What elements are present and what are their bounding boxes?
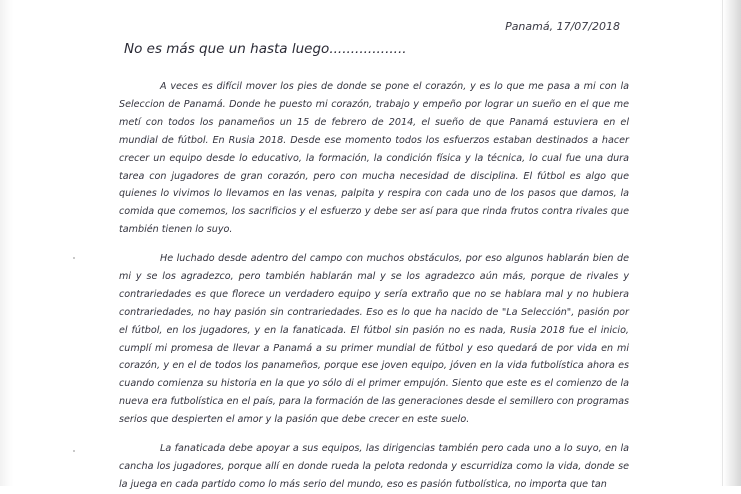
paragraph-1: A veces es difícil mover los pies de donde se pone el corazón, y es lo que me pasa a mi con la Seleccion de Panamá. Donde he puesto mi corazón, trabajo y empeño por lograr un sueño en el que me metí con todos los panameños un 15 de febrero de 2014, el sueño de que Panamá estuviera en el mundial de fútbol. En Rusia 2018. Desde ese momento todos los esfuerzos estaban destinados a hacer crecer un equipo desde lo educativo, la formación, la condición física y la técnica, lo cual fue una dura tarea con jugadores de gran corazón, pero con mucha necesidad de disciplina. El fútbol es algo que quienes lo vivimos lo llevamos en las venas, palpita y respira con cada uno de los pasos que damos, la comida que comemos, los sacrificios y el esfuerzo y debe ser así para que rinda frutos contra rivales que también tienen lo suyo.: [119, 81, 629, 236]
letter-date: Panamá, 17/07/2018: [505, 20, 620, 33]
scan-speck: [73, 450, 75, 452]
paragraph-3: La fanaticada debe apoyar a sus equipos, las dirigencias también pero cada uno a lo suyo, en la cancha los jugadores, porque allí en donde rueda la pelota redonda y escurridiza como la vida, donde se la juega en cada partido como lo más serio del mundo, eso es pasión futbolística, no importa que tan: [119, 443, 629, 490]
letter-title: No es más que un hasta luego..................: [124, 41, 407, 57]
scan-speck: [73, 257, 75, 259]
page-edge-shadow: [722, 0, 741, 486]
paragraph-2: He luchado desde adentro del campo con muchos obstáculos, por eso algunos hablarán bien de mi y se los agradezco, pero también hablarán mal y se los agradezco aún más, porque de rivales y contrariedades es que florece un verdadero equipo y sería extraño que no se hablara mal y no hubiera contrariedades, no hay pasión sin contrariedades. Eso es lo que ha nacido de "La Selección", pasión por el fútbol, en los jugadores, y en la fanaticada. El fútbol sin pasión no es nada, Rusia 2018 fue el inicio, cumplí mi promesa de llevar a Panamá a su primer mundial de fútbol y eso quedará de por vida en mi corazón, y en el de todos los panameños, porque ese joven equipo, jóven en la vida futbolística ahora es cuando comienza su historia en la que yo sólo di el primer empujón. Siento que este es el comienzo de la nueva era futbolística en el país, para la formación de las generaciones desde el semillero con programas serios que despierten el amor y la pasión que debe crecer en este suelo.: [119, 253, 630, 426]
